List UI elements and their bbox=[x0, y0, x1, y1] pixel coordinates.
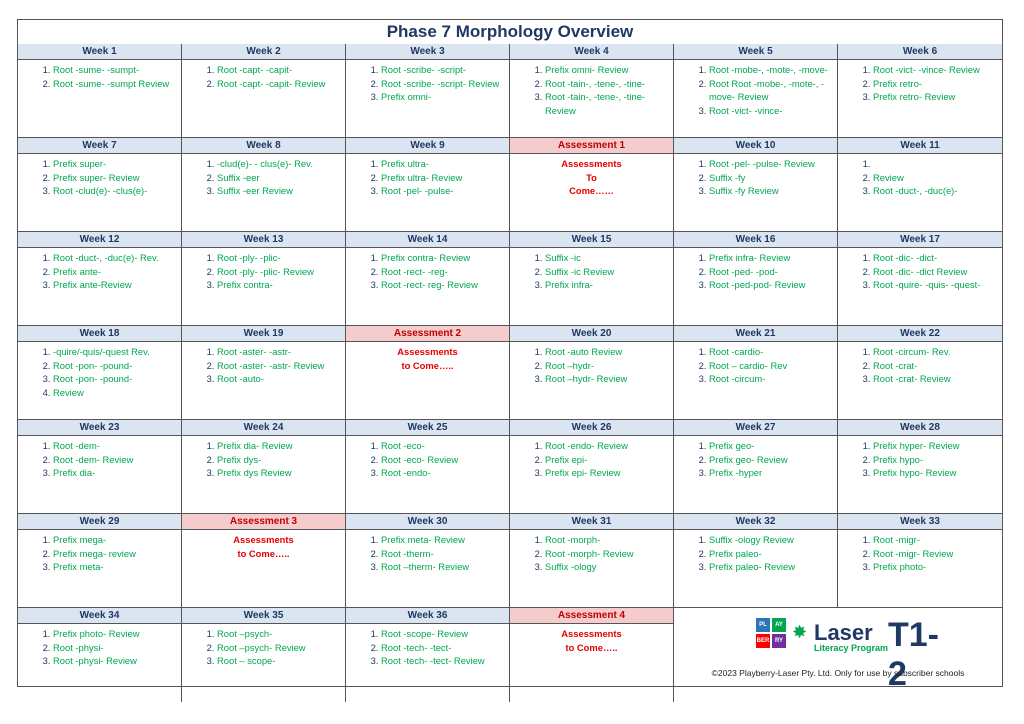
topic-item: 1. Root -auto Review bbox=[545, 345, 669, 359]
topic-item: 3. Root -quire- -quis- -quest- bbox=[873, 278, 998, 292]
topic-item: 1. Root -mobe-, -mote-, -move- bbox=[709, 63, 833, 77]
topic-item: 1. Root -migr- bbox=[873, 533, 998, 547]
week-topic-list bbox=[182, 627, 345, 668]
topic-item: 1. Prefix meta- Review bbox=[381, 533, 505, 547]
topic-item: 2. Root Root -mobe-, -mote-, -move- Review bbox=[709, 77, 833, 104]
week-topic-list bbox=[182, 439, 345, 480]
assessment-note: Assessments To Come…… bbox=[561, 158, 622, 197]
week-heading: Week 31 bbox=[510, 514, 673, 530]
copyright-text: ©2023 Playberry-Laser Pty. Ltd. Only for use by subscriber schools bbox=[711, 668, 965, 678]
week-topic-list bbox=[182, 63, 345, 90]
week-cell bbox=[182, 44, 346, 138]
week-heading: Week 15 bbox=[510, 232, 673, 248]
assessment-note: Assessments to Come….. bbox=[397, 346, 458, 371]
week-cell bbox=[18, 138, 182, 232]
assessment-heading: Assessment 3 bbox=[182, 514, 345, 530]
week-topic-list bbox=[182, 345, 345, 386]
week-cell bbox=[510, 326, 674, 420]
week-heading: Week 21 bbox=[674, 326, 837, 342]
topic-item: 3. Suffix -fy Review bbox=[709, 184, 833, 198]
topic-item: 1. Root -duct-, -duc(e)- Rev. bbox=[53, 251, 177, 265]
week-cell bbox=[182, 138, 346, 232]
topic-item: 1. Prefix super- bbox=[53, 157, 177, 171]
topic-item: 1. Prefix mega- bbox=[53, 533, 177, 547]
week-heading: Week 1 bbox=[18, 44, 181, 60]
week-topic-list bbox=[674, 63, 837, 117]
topic-item: 2. Root -aster- -astr- Review bbox=[217, 359, 341, 373]
topic-item bbox=[873, 157, 998, 171]
assessment-note: Assessments to Come….. bbox=[233, 534, 294, 559]
week-cell bbox=[838, 326, 1002, 420]
topic-item: 3. Root -clud(e)- -clus(e)- bbox=[53, 184, 177, 198]
week-cell bbox=[346, 138, 510, 232]
topic-item: 2. Root -pon- -pound- bbox=[53, 359, 177, 373]
week-topic-list bbox=[838, 345, 1002, 386]
topic-item: 1. Root -scope- Review bbox=[381, 627, 505, 641]
week-cell bbox=[838, 44, 1002, 138]
topic-item: 3. Root –therm- Review bbox=[381, 560, 505, 574]
topic-item: 1. Root -ply- -plic- bbox=[217, 251, 341, 265]
week-topic-list bbox=[674, 533, 837, 574]
week-cell bbox=[182, 420, 346, 514]
topic-item: 1. Root -pel- -pulse- Review bbox=[709, 157, 833, 171]
week-heading: Week 29 bbox=[18, 514, 181, 530]
week-cell bbox=[346, 514, 510, 608]
week-heading: Week 19 bbox=[182, 326, 345, 342]
week-topic-list bbox=[674, 345, 837, 386]
week-topic-list bbox=[182, 251, 345, 292]
week-heading: Week 34 bbox=[18, 608, 181, 624]
topic-item: 4. Review bbox=[53, 386, 177, 400]
topic-item: 1. Root -endo- Review bbox=[545, 439, 669, 453]
week-cell bbox=[838, 420, 1002, 514]
topic-item: 3. Root -tech- -tect- Review bbox=[381, 654, 505, 668]
topic-item: 3. Root -vict- -vince- bbox=[709, 104, 833, 118]
assessment-cell bbox=[510, 138, 674, 232]
topic-item: 3. Prefix ante-Review bbox=[53, 278, 177, 292]
topic-item: 1. Prefix contra- Review bbox=[381, 251, 505, 265]
assessment-heading: Assessment 4 bbox=[510, 608, 673, 624]
week-heading: Week 25 bbox=[346, 420, 509, 436]
topic-item: 2. Root -rect- -reg- bbox=[381, 265, 505, 279]
week-heading: Week 28 bbox=[838, 420, 1002, 436]
week-cell bbox=[510, 420, 674, 514]
topic-item: 3. Prefix epi- Review bbox=[545, 466, 669, 480]
topic-item: 3. Prefix retro- Review bbox=[873, 90, 998, 104]
week-cell bbox=[346, 44, 510, 138]
topic-item: 1. Root -dic- -dict- bbox=[873, 251, 998, 265]
topic-item: 1. -clud(e)- - clus(e)- Rev. bbox=[217, 157, 341, 171]
assessment-cell bbox=[510, 608, 674, 702]
logo-program: Literacy Program bbox=[814, 643, 889, 653]
topic-item: 1. Suffix -ology Review bbox=[709, 533, 833, 547]
logo-level: T1-2 bbox=[888, 616, 939, 693]
topic-item: 3. Root -pel- -pulse- bbox=[381, 184, 505, 198]
week-topic-list bbox=[346, 251, 509, 292]
topic-item: 2. Root -scribe- -script- Review bbox=[381, 77, 505, 91]
week-heading: Week 33 bbox=[838, 514, 1002, 530]
topic-item: 1. Prefix hyper- Review bbox=[873, 439, 998, 453]
topic-item: 1. Root -aster- -astr- bbox=[217, 345, 341, 359]
topic-item: 2. Root -ply- -plic- Review bbox=[217, 265, 341, 279]
week-topic-list bbox=[838, 63, 1002, 104]
week-heading: Week 12 bbox=[18, 232, 181, 248]
week-heading: Week 4 bbox=[510, 44, 673, 60]
assessment-note: Assessments to Come….. bbox=[561, 628, 622, 653]
week-heading: Week 27 bbox=[674, 420, 837, 436]
topic-item: 3. Prefix dys Review bbox=[217, 466, 341, 480]
week-cell bbox=[18, 326, 182, 420]
week-heading: Week 2 bbox=[182, 44, 345, 60]
topic-item: 3. Prefix paleo- Review bbox=[709, 560, 833, 574]
week-topic-list bbox=[182, 157, 345, 198]
week-topic-list bbox=[18, 157, 181, 198]
week-cell bbox=[510, 44, 674, 138]
topic-item: 2. Review bbox=[873, 171, 998, 185]
week-cell bbox=[674, 326, 838, 420]
topic-item: 3. Root -pon- -pound- bbox=[53, 372, 177, 386]
topic-item: 3. Prefix contra- bbox=[217, 278, 341, 292]
week-topic-list bbox=[838, 533, 1002, 574]
topic-item: 2. Root –psych- Review bbox=[217, 641, 341, 655]
week-heading: Week 24 bbox=[182, 420, 345, 436]
week-topic-list bbox=[510, 345, 673, 386]
week-heading: Week 14 bbox=[346, 232, 509, 248]
topic-item: 1. Suffix -ic bbox=[545, 251, 669, 265]
topic-item: 3. Root -endo- bbox=[381, 466, 505, 480]
week-heading: Week 36 bbox=[346, 608, 509, 624]
topic-item: 3. Prefix dia- bbox=[53, 466, 177, 480]
topic-item: 2. Root -ped- -pod- bbox=[709, 265, 833, 279]
topic-item: 3. Suffix -ology bbox=[545, 560, 669, 574]
week-heading: Week 13 bbox=[182, 232, 345, 248]
topic-item: 1. Root -morph- bbox=[545, 533, 669, 547]
topic-item: 1. Prefix geo- bbox=[709, 439, 833, 453]
weeks-grid bbox=[18, 44, 1002, 702]
week-heading: Week 3 bbox=[346, 44, 509, 60]
topic-item: 2. Prefix geo- Review bbox=[709, 453, 833, 467]
logo-brand: Laser bbox=[814, 620, 873, 645]
week-heading: Week 6 bbox=[838, 44, 1002, 60]
week-topic-list bbox=[674, 439, 837, 480]
star-icon: ✸ bbox=[792, 622, 808, 642]
week-heading: Week 35 bbox=[182, 608, 345, 624]
week-topic-list bbox=[510, 439, 673, 480]
logo-block: AY bbox=[772, 618, 786, 632]
topic-item: 2. Root -tain-, -tene-, -tine- bbox=[545, 77, 669, 91]
topic-item: 3. Suffix -eer Review bbox=[217, 184, 341, 198]
week-heading: Week 7 bbox=[18, 138, 181, 154]
topic-item: 1. Root -circum- Rev. bbox=[873, 345, 998, 359]
week-cell bbox=[674, 514, 838, 608]
topic-item: 1. Root -sume- -sumpt- bbox=[53, 63, 177, 77]
topic-item: 1. Root –psych- bbox=[217, 627, 341, 641]
week-topic-list bbox=[510, 533, 673, 574]
topic-item: 1. Prefix infra- Review bbox=[709, 251, 833, 265]
topic-item: 3. Root -circum- bbox=[709, 372, 833, 386]
week-cell bbox=[674, 232, 838, 326]
week-heading: Week 11 bbox=[838, 138, 1002, 154]
topic-item: 3. Prefix -hyper bbox=[709, 466, 833, 480]
week-cell bbox=[674, 420, 838, 514]
topic-item: 1. Prefix omni- Review bbox=[545, 63, 669, 77]
topic-item: 3. Prefix hypo- Review bbox=[873, 466, 998, 480]
week-heading: Week 17 bbox=[838, 232, 1002, 248]
week-heading: Week 22 bbox=[838, 326, 1002, 342]
week-topic-list bbox=[838, 157, 1002, 198]
topic-item: 3. Root -rect- reg- Review bbox=[381, 278, 505, 292]
topic-item: 3. Prefix meta- bbox=[53, 560, 177, 574]
topic-item: 3. Root – scope- bbox=[217, 654, 341, 668]
topic-item: 3. Prefix photo- bbox=[873, 560, 998, 574]
week-cell bbox=[182, 608, 346, 702]
week-cell bbox=[346, 608, 510, 702]
topic-item: 2. Root -physi- bbox=[53, 641, 177, 655]
topic-item: 3. Prefix omni- bbox=[381, 90, 505, 104]
week-cell bbox=[18, 514, 182, 608]
week-heading: Week 30 bbox=[346, 514, 509, 530]
week-heading: Week 8 bbox=[182, 138, 345, 154]
topic-item: 2. Prefix ante- bbox=[53, 265, 177, 279]
week-topic-list bbox=[346, 439, 509, 480]
week-cell bbox=[674, 138, 838, 232]
topic-item: 2. Root -dem- Review bbox=[53, 453, 177, 467]
topic-item: 2. Root -crat- bbox=[873, 359, 998, 373]
week-topic-list bbox=[838, 439, 1002, 480]
topic-item: 2. Prefix ultra- Review bbox=[381, 171, 505, 185]
week-cell bbox=[18, 420, 182, 514]
topic-item: 3. Root -physi- Review bbox=[53, 654, 177, 668]
topic-item: 1. Root -vict- -vince- Review bbox=[873, 63, 998, 77]
week-topic-list bbox=[18, 439, 181, 480]
week-topic-list bbox=[18, 63, 181, 90]
week-topic-list bbox=[346, 533, 509, 574]
week-heading: Week 18 bbox=[18, 326, 181, 342]
week-cell bbox=[18, 608, 182, 702]
topic-item: 1. Root -cardio- bbox=[709, 345, 833, 359]
week-heading: Week 23 bbox=[18, 420, 181, 436]
week-cell bbox=[18, 44, 182, 138]
overview-sheet bbox=[17, 19, 1003, 693]
topic-item: 2. Root -eco- Review bbox=[381, 453, 505, 467]
topic-item: 2. Root -therm- bbox=[381, 547, 505, 561]
topic-item: 2. Root -dic- -dict Review bbox=[873, 265, 998, 279]
week-heading: Week 20 bbox=[510, 326, 673, 342]
week-heading: Week 5 bbox=[674, 44, 837, 60]
topic-item: 1. -quire/-quis/-quest Rev. bbox=[53, 345, 177, 359]
week-cell bbox=[510, 232, 674, 326]
logo-block: RY bbox=[772, 634, 786, 648]
week-topic-list bbox=[838, 251, 1002, 292]
topic-item: 2. Prefix dys- bbox=[217, 453, 341, 467]
logo-block: PL bbox=[756, 618, 770, 632]
week-topic-list bbox=[674, 251, 837, 292]
topic-item: 2. Suffix -eer bbox=[217, 171, 341, 185]
topic-item: 2. Root – cardio- Rev bbox=[709, 359, 833, 373]
week-cell bbox=[18, 232, 182, 326]
assessment-cell bbox=[346, 326, 510, 420]
week-topic-list bbox=[346, 157, 509, 198]
topic-item: 2. Suffix -ic Review bbox=[545, 265, 669, 279]
topic-item: 2. Root -morph- Review bbox=[545, 547, 669, 561]
week-cell bbox=[838, 138, 1002, 232]
week-topic-list bbox=[18, 627, 181, 668]
topic-item: 2. Prefix retro- bbox=[873, 77, 998, 91]
week-heading: Week 26 bbox=[510, 420, 673, 436]
assessment-heading: Assessment 2 bbox=[346, 326, 509, 342]
topic-item: 2. Suffix -fy bbox=[709, 171, 833, 185]
week-topic-list bbox=[346, 63, 509, 104]
week-topic-list bbox=[510, 251, 673, 292]
topic-item: 2. Prefix mega- review bbox=[53, 547, 177, 561]
week-heading: Week 32 bbox=[674, 514, 837, 530]
topic-item: 3. Root -duct-, -duc(e)- bbox=[873, 184, 998, 198]
logo-block: BER bbox=[756, 634, 770, 648]
week-topic-list bbox=[346, 627, 509, 668]
week-cell bbox=[182, 326, 346, 420]
topic-item: 1. Root -dem- bbox=[53, 439, 177, 453]
topic-item: 2. Root -sume- -sumpt Review bbox=[53, 77, 177, 91]
topic-item: 3. Root -ped-pod- Review bbox=[709, 278, 833, 292]
topic-item: 2. Prefix hypo- bbox=[873, 453, 998, 467]
topic-item: 3. Prefix infra- bbox=[545, 278, 669, 292]
week-cell bbox=[510, 514, 674, 608]
week-topic-list bbox=[18, 251, 181, 292]
logo-cell bbox=[674, 608, 1002, 702]
topic-item: 2. Root -tech- -tect- bbox=[381, 641, 505, 655]
topic-item: 3. Root -auto- bbox=[217, 372, 341, 386]
week-topic-list bbox=[18, 345, 181, 399]
topic-item: 2. Root -migr- Review bbox=[873, 547, 998, 561]
week-cell bbox=[346, 232, 510, 326]
week-cell bbox=[346, 420, 510, 514]
topic-item: 3. Root –hydr- Review bbox=[545, 372, 669, 386]
week-heading: Week 10 bbox=[674, 138, 837, 154]
topic-item: 3. Root -tain-, -tene-, -tine- Review bbox=[545, 90, 669, 117]
week-topic-list bbox=[674, 157, 837, 198]
week-topic-list bbox=[510, 63, 673, 117]
week-cell bbox=[182, 232, 346, 326]
week-heading: Week 16 bbox=[674, 232, 837, 248]
topic-item: 1. Root -capt- -capit- bbox=[217, 63, 341, 77]
topic-item: 1. Prefix dia- Review bbox=[217, 439, 341, 453]
topic-item: 1. Prefix ultra- bbox=[381, 157, 505, 171]
topic-item: 2. Root -capt- -capit- Review bbox=[217, 77, 341, 91]
topic-item: 1. Root -scribe- -script- bbox=[381, 63, 505, 77]
week-cell bbox=[674, 44, 838, 138]
week-cell bbox=[838, 514, 1002, 608]
topic-item: 3. Root -crat- Review bbox=[873, 372, 998, 386]
page-title: Phase 7 Morphology Overview bbox=[18, 20, 1002, 45]
week-heading: Week 9 bbox=[346, 138, 509, 154]
topic-item: 2. Root –hydr- bbox=[545, 359, 669, 373]
assessment-heading: Assessment 1 bbox=[510, 138, 673, 154]
assessment-cell bbox=[182, 514, 346, 608]
week-cell bbox=[838, 232, 1002, 326]
topic-item: 1. Root -eco- bbox=[381, 439, 505, 453]
topic-item: 1. Prefix photo- Review bbox=[53, 627, 177, 641]
topic-item: 2. Prefix super- Review bbox=[53, 171, 177, 185]
topic-item: 2. Prefix paleo- bbox=[709, 547, 833, 561]
week-topic-list bbox=[18, 533, 181, 574]
topic-item: 2. Prefix epi- bbox=[545, 453, 669, 467]
